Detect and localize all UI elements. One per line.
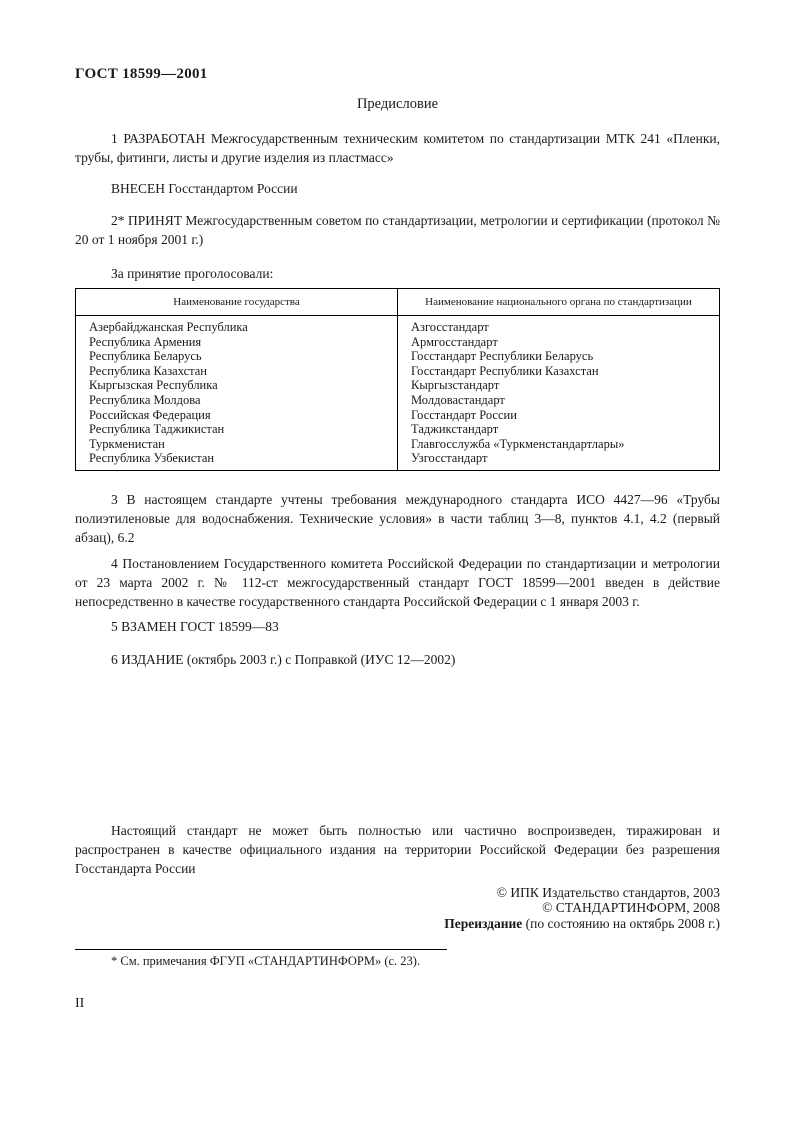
paragraph-submitted: ВНЕСЕН Госстандартом России — [111, 181, 298, 196]
table-row — [76, 393, 720, 408]
agency-cell: Молдовастандарт — [398, 393, 720, 408]
copyright-line-2: © СТАНДАРТИНФОРМ, 2008 — [542, 900, 720, 916]
vote-table — [75, 288, 720, 471]
footnote-divider — [75, 949, 447, 950]
table-header-agency: Наименование национального органа по стандартизации — [398, 289, 720, 316]
table-row — [76, 335, 720, 350]
state-cell: Республика Беларусь — [89, 349, 202, 364]
table-row — [76, 437, 720, 452]
table-row — [76, 378, 720, 393]
table-row — [76, 408, 720, 423]
state-cell: Республика Молдова — [89, 392, 201, 407]
agency-cell: Армгосстандарт — [398, 335, 720, 350]
agency-cell: Азгосстандарт — [398, 316, 720, 335]
page-number: II — [75, 996, 85, 1012]
paragraph-edition: 6 ИЗДАНИЕ (октябрь 2003 г.) с Поправкой (ИУС 12—2002) — [111, 651, 456, 667]
agency-cell: Кыргызстандарт — [398, 378, 720, 393]
agency-cell: Госстандарт Республики Казахстан — [398, 364, 720, 379]
state-cell: Российская Федерация — [89, 407, 211, 422]
state-cell: Республика Казахстан — [89, 363, 207, 378]
agency-cell: Госстандарт Республики Беларусь — [398, 349, 720, 364]
table-row — [76, 451, 720, 470]
reissue-line — [75, 916, 720, 932]
table-header-state: Наименование государства — [76, 289, 398, 316]
reissue-note: (по состоянию на октябрь 2008 г.) — [522, 915, 720, 931]
agency-cell: Таджикстандарт — [398, 422, 720, 437]
paragraph-developed: 1 РАЗРАБОТАН Межгосударственным техническим комитетом по стандартизации МТК 241 «Пленки, трубы, фитинги, листы и другие изделия из пластмасс» — [75, 131, 720, 165]
state-cell: Республика Таджикистан — [89, 422, 225, 437]
agency-cell: Узгосстандарт — [398, 451, 720, 470]
table-row — [76, 349, 720, 364]
table-row — [76, 364, 720, 379]
paragraph-enactment: 4 Постановлением Государственного комитета Российской Федерации по стандартизации и метрологии от 23 марта 2002 г. № 112-ст межгосударственный стандарт ГОСТ 18599—2001 введен в действие непосредственно в качестве государственного стандарта Российской Федерации с 1 января 2003 г. — [75, 555, 720, 609]
doc-number: ГОСТ 18599—2001 — [75, 66, 208, 82]
state-cell: Республика Узбекистан — [89, 451, 215, 466]
legal-restriction: Настоящий стандарт не может быть полностью или частично воспроизведен, тиражирован и распространен в качестве официального издания на территории Российской Федерации без разрешения Госстандарта России — [75, 822, 720, 876]
copyright-line-1: © ИПК Издательство стандартов, 2003 — [496, 884, 720, 900]
state-cell: Туркменистан — [89, 436, 165, 451]
reissue-label: Переиздание — [444, 915, 523, 931]
state-cell: Азербайджанская Республика — [89, 320, 248, 334]
state-cell: Кыргызская Республика — [89, 378, 218, 393]
copyright-block — [75, 885, 720, 932]
footnote-text: * См. примечания ФГУП «СТАНДАРТИНФОРМ» (с. 23). — [111, 954, 421, 969]
paragraph-adopted: 2* ПРИНЯТ Межгосударственным советом по стандартизации, метрологии и сертификации (протокол № 20 от 1 ноября 2001 г.) — [75, 213, 720, 247]
paragraph-iso-requirements: 3 В настоящем стандарте учтены требования международного стандарта ИСО 4427—96 «Трубы полиэтиленовые для водоснабжения. Технические условия» в части таблиц 3—8, пунктов 4.1, 4.2 (первый абзац), 6.2 — [75, 491, 720, 545]
foreword-title: Предисловие — [356, 96, 439, 112]
vote-intro: За принятие проголосовали: — [111, 266, 274, 281]
agency-cell: Госстандарт России — [398, 408, 720, 423]
table-row — [76, 316, 720, 335]
table-header-row — [76, 289, 720, 316]
table-row — [76, 422, 720, 437]
paragraph-replaces: 5 ВЗАМЕН ГОСТ 18599—83 — [111, 618, 279, 634]
agency-cell: Главгосслужба «Туркменстандартлары» — [398, 437, 720, 452]
state-cell: Республика Армения — [89, 334, 202, 349]
